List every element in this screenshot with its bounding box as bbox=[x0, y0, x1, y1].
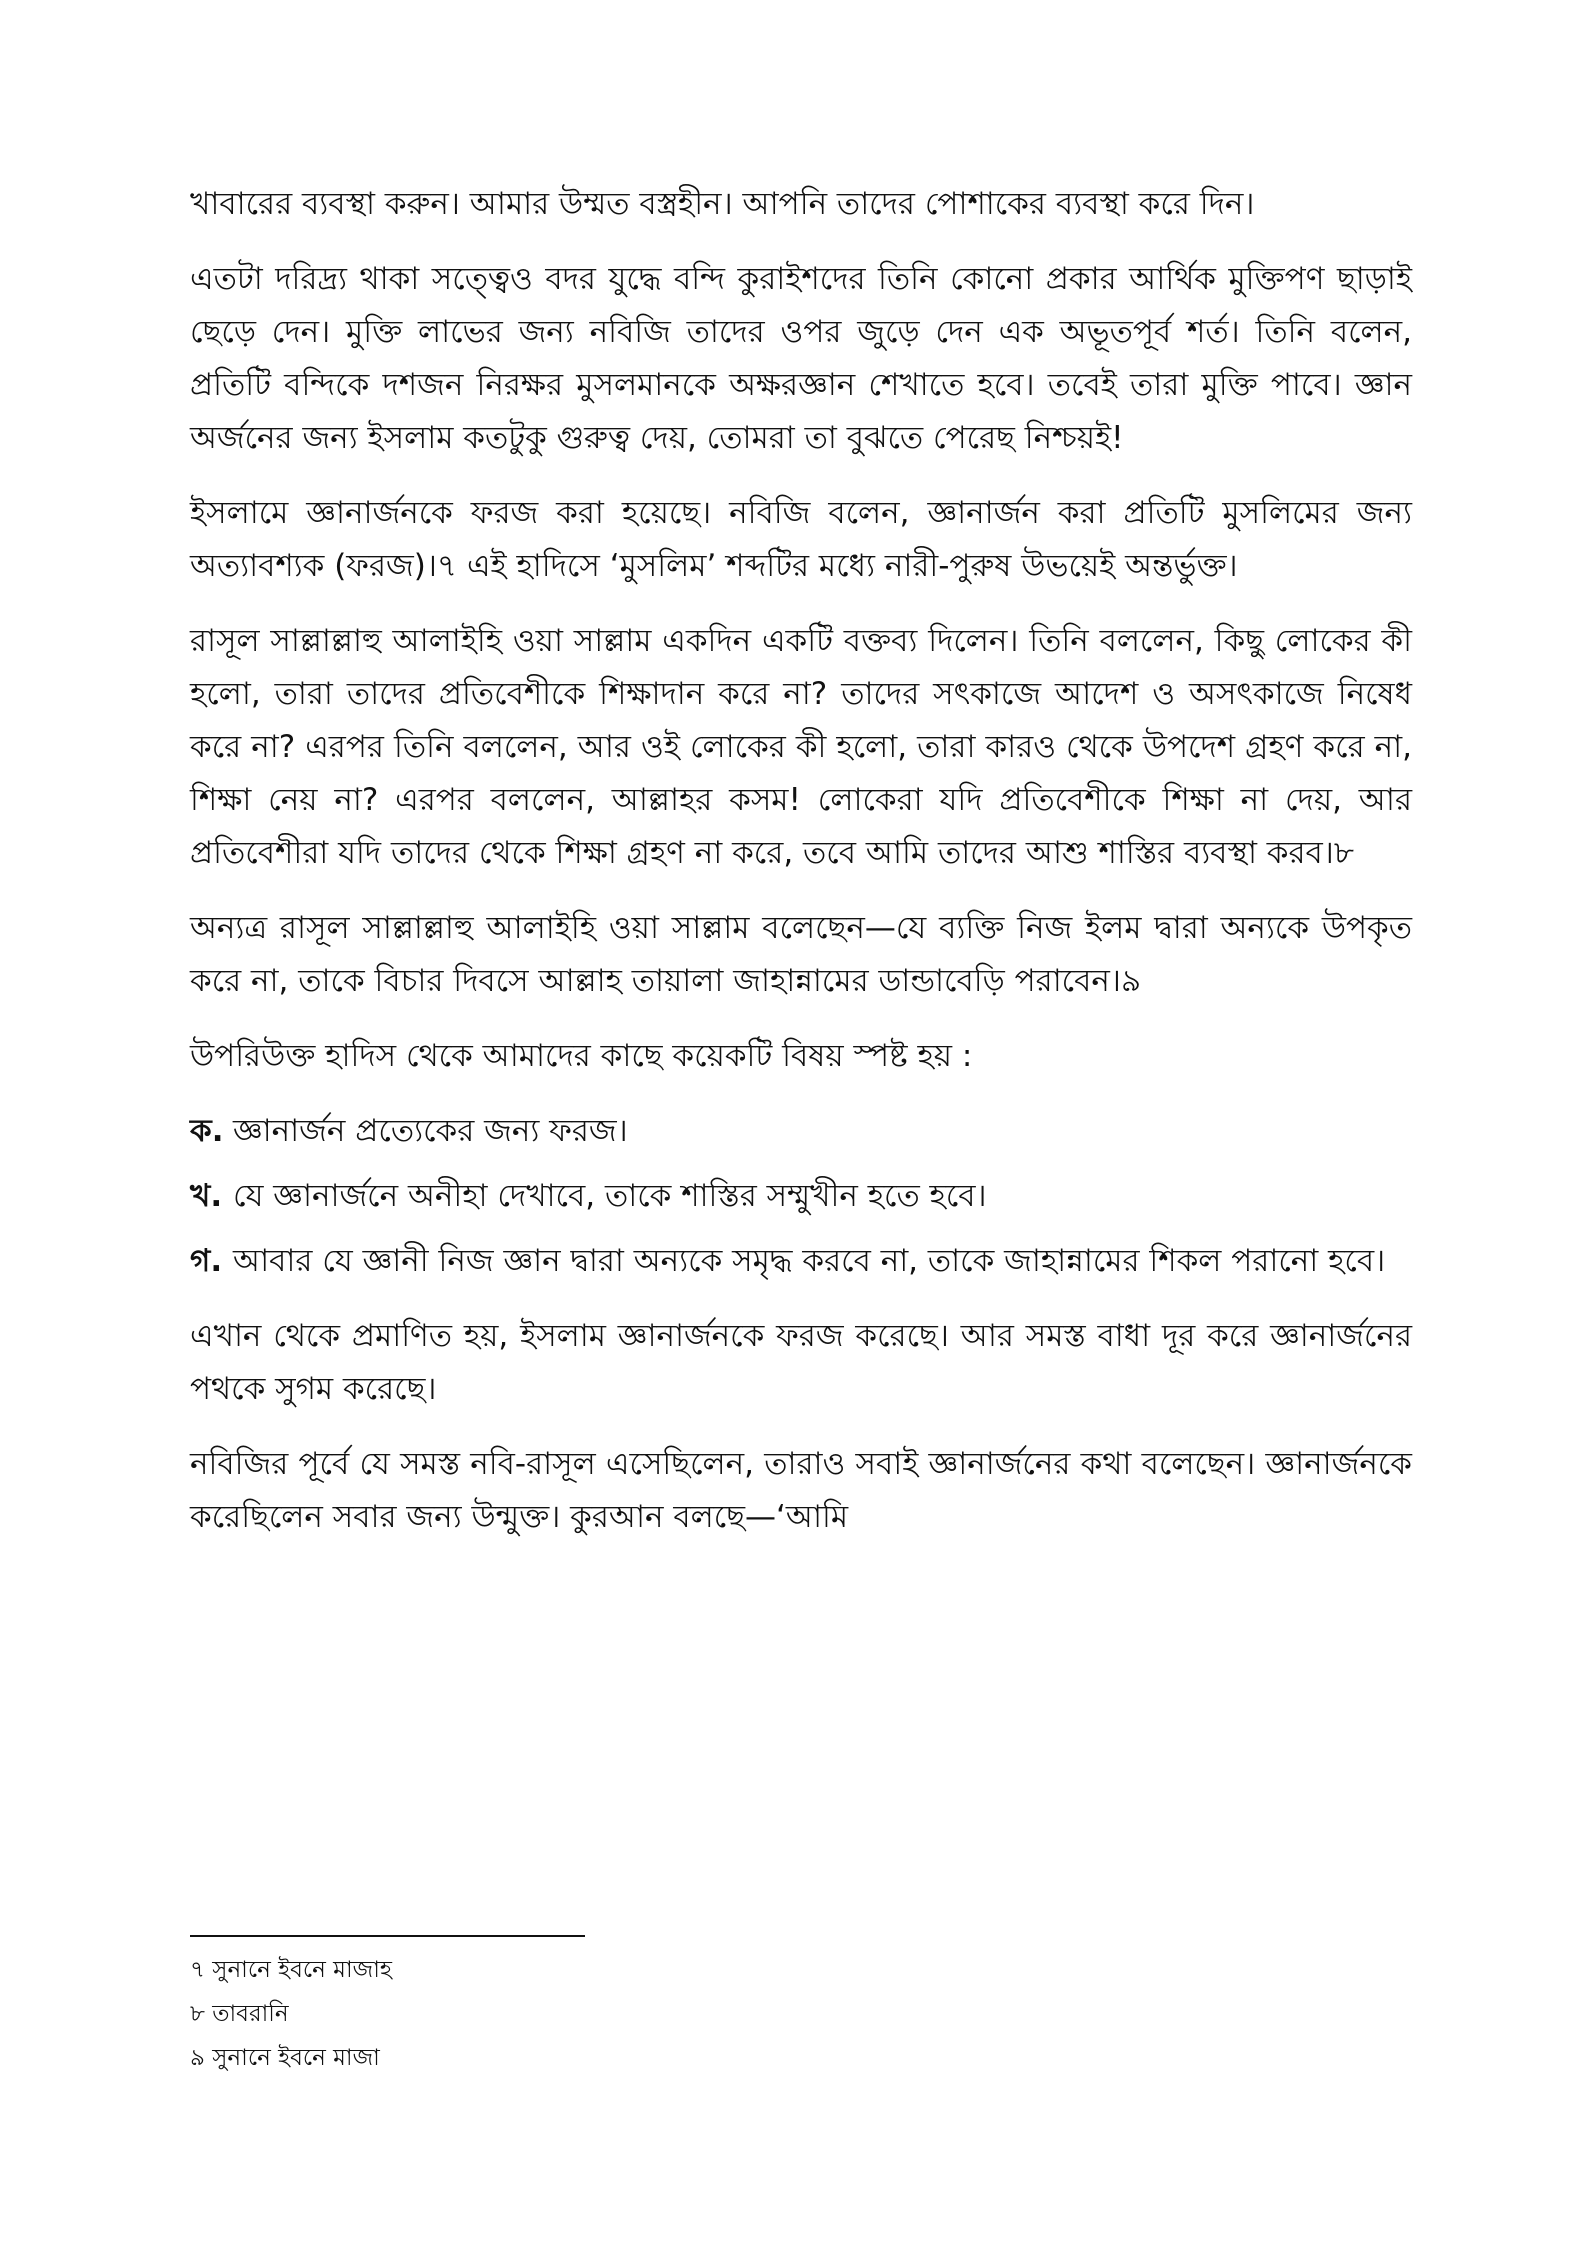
footnotes bbox=[190, 1948, 1090, 2080]
paragraph: নবিজির পূর্বে যে সমস্ত নবি-রাসূল এসেছিলেন, তারাও সবাই জ্ঞানার্জনের কথা বলেছেন। জ্ঞানার্জনকে করেছিলেন সবার জন্য উন্মুক্ত। কুরআন বলছে—‘আমি bbox=[190, 1446, 1412, 1535]
footnote: ৭ সুনানে ইবনে মাজাহ bbox=[190, 1957, 392, 1983]
footnote-divider bbox=[190, 1935, 585, 1937]
paragraph: খাবারের ব্যবস্থা করুন। আমার উম্মত বস্ত্রহীন। আপনি তাদের পোশাকের ব্যবস্থা করে দিন। bbox=[190, 186, 1255, 222]
paragraph: এখান থেকে প্রমাণিত হয়, ইসলাম জ্ঞানার্জনকে ফরজ করেছে। আর সমস্ত বাধা দূর করে জ্ঞানার্জনের পথকে সুগম করেছে। bbox=[190, 1318, 1412, 1407]
list-item bbox=[190, 1170, 1412, 1223]
paragraph: রাসূল সাল্লাল্লাহু আলাইহি ওয়া সাল্লাম একদিন একটি বক্তব্য দিলেন। তিনি বললেন, কিছু লোকের কী হলো, তারা তাদের প্রতিবেশীকে শিক্ষাদান করে না? তাদের সৎকাজে আদেশ ও অসৎকাজে নিষেধ করে না? এরপর তিনি বললেন, আর ওই লোকের কী হলো, তারা কারও থেকে উপদেশ গ্রহণ করে না, শিক্ষা নেয় না? এরপর বললেন, আল্লাহর কসম! লোকেরা যদি প্রতিবেশীকে শিক্ষা না দেয়, আর প্রতিবেশীরা যদি তাদের থেকে শিক্ষা গ্রহণ না করে, তবে আমি তাদের আশু শাস্তির ব্যবস্থা করব।৮ bbox=[190, 623, 1412, 871]
list-item-text: আবার যে জ্ঞানী নিজ জ্ঞান দ্বারা অন্যকে সমৃদ্ধ করবে না, তাকে জাহান্নামের শিকল পরানো হবে। bbox=[233, 1243, 1386, 1279]
footnote: ৯ সুনানে ইবনে মাজা bbox=[190, 2045, 380, 2071]
list-item bbox=[190, 1105, 1412, 1158]
paragraph: এতটা দরিদ্র্য থাকা সত্ত্বেও বদর যুদ্ধে বন্দি কুরাইশদের তিনি কোনো প্রকার আর্থিক মুক্তিপণ ছাড়াই ছেড়ে দেন। মুক্তি লাভের জন্য নবিজি তাদের ওপর জুড়ে দেন এক অভূতপূর্ব শর্ত। তিনি বলেন, প্রতিটি বন্দিকে দশজন নিরক্ষর মুসলমানকে অক্ষরজ্ঞান শেখাতে হবে। তবেই তারা মুক্তি পাবে। জ্ঞান অর্জনের জন্য ইসলাম কতটুকু গুরুত্ব দেয়, তোমরা তা বুঝতে পেরেছ নিশ্চয়ই! bbox=[190, 261, 1412, 456]
footnote: ৮ তাবরানি bbox=[190, 2001, 289, 2027]
paragraph: ইসলামে জ্ঞানার্জনকে ফরজ করা হয়েছে। নবিজি বলেন, জ্ঞানার্জন করা প্রতিটি মুসলিমের জন্য অত্যাবশ্যক (ফরজ)।৭ এই হাদিসে ‘মুসলিম’ শব্দটির মধ্যে নারী-পুরুষ উভয়েই অন্তর্ভুক্ত। bbox=[190, 495, 1412, 584]
list-marker: খ. bbox=[190, 1178, 223, 1214]
list-item-text: যে জ্ঞানার্জনে অনীহা দেখাবে, তাকে শাস্তির সম্মুখীন হতে হবে। bbox=[233, 1178, 987, 1214]
paragraph: উপরিউক্ত হাদিস থেকে আমাদের কাছে কয়েকটি বিষয় স্পষ্ট হয় : bbox=[190, 1038, 973, 1074]
list-item-text: জ্ঞানার্জন প্রত্যেকের জন্য ফরজ। bbox=[233, 1113, 628, 1149]
list-marker: গ. bbox=[190, 1243, 223, 1279]
paragraph: অন্যত্র রাসূল সাল্লাল্লাহু আলাইহি ওয়া সাল্লাম বলেছেন—যে ব্যক্তি নিজ ইলম দ্বারা অন্যকে উপকৃত করে না, তাকে বিচার দিবসে আল্লাহ তায়ালা জাহান্নামের ডান্ডাবেড়ি পরাবেন।৯ bbox=[190, 910, 1412, 999]
list-item bbox=[190, 1235, 1412, 1288]
list-marker: ক. bbox=[190, 1113, 224, 1149]
body-text bbox=[190, 178, 1412, 1566]
